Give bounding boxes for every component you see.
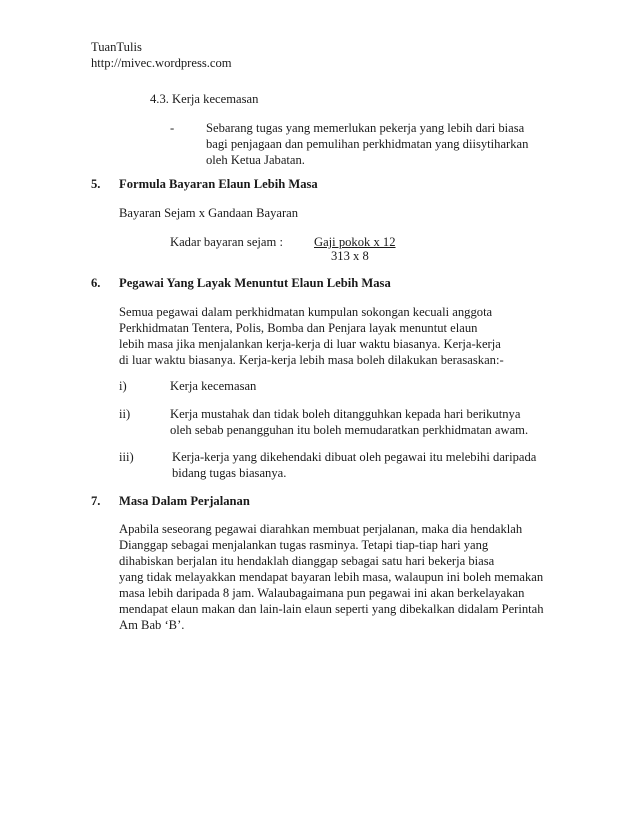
site-url: http://mivec.wordpress.com [91, 56, 232, 70]
formula-line: Bayaran Sejam x Gandaan Bayaran [119, 206, 299, 220]
paragraph-line: Dianggap sebagai menjalankan tugas rasminya. Tetapi tiap-tiap hari yang [119, 538, 489, 552]
paragraph-line: mendapat elaun makan dan lain-lain elaun seperti yang dibekalkan didalam Perintah [119, 602, 544, 616]
paragraph-line: Am Bab ‘B’. [119, 618, 185, 632]
section-title-5: Formula Bayaran Elaun Lebih Masa [119, 177, 318, 191]
paragraph-line: masa lebih daripada 8 jam. Walaubagaimana pun pegawai ini akan berkelayakan [119, 586, 525, 600]
paragraph-line: Perkhidmatan Tentera, Polis, Bomba dan Penjara layak menuntut elaun [119, 321, 478, 335]
section-number-6: 6. [91, 276, 101, 290]
section-number-7: 7. [91, 494, 101, 508]
subsection-heading-4-3: 4.3. Kerja kecemasan [150, 92, 259, 106]
list-item-label: iii) [119, 450, 134, 464]
bullet-dash: - [170, 121, 175, 135]
paragraph-line: Sebarang tugas yang memerlukan pekerja yang lebih dari biasa [206, 121, 525, 135]
formula-numerator: Gaji pokok x 12 [314, 235, 396, 249]
list-item-label: i) [119, 379, 127, 393]
formula-denominator: 313 x 8 [331, 249, 369, 263]
paragraph-line: Apabila seseorang pegawai diarahkan membuat perjalanan, maka dia hendaklah [119, 522, 523, 536]
list-item-text: Kerja mustahak dan tidak boleh ditangguhkan kepada hari berikutnya [170, 407, 521, 421]
paragraph-line: yang tidak melayakkan mendapat bayaran lebih masa, walaupun ini boleh memakan [119, 570, 544, 584]
rate-label: Kadar bayaran sejam : [170, 235, 283, 249]
paragraph-line: di luar waktu biasanya. Kerja-kerja lebih masa boleh dilakukan berasaskan:- [119, 353, 504, 367]
section-title-7: Masa Dalam Perjalanan [119, 494, 250, 508]
section-number-5: 5. [91, 177, 101, 191]
list-item-label: ii) [119, 407, 131, 421]
section-title-6: Pegawai Yang Layak Menuntut Elaun Lebih Masa [119, 276, 391, 290]
paragraph-line: dihabiskan berjalan itu hendaklah dianggap sebagai satu hari bekerja biasa [119, 554, 495, 568]
list-item-text: oleh sebab penangguhan itu boleh memudaratkan perkhidmatan awam. [170, 423, 529, 437]
paragraph-line: lebih masa jika menjalankan kerja-kerja di luar waktu biasanya. Kerja-kerja [119, 337, 501, 351]
list-item-text: bidang tugas biasanya. [172, 466, 287, 480]
list-item-text: Kerja-kerja yang dikehendaki dibuat oleh pegawai itu melebihi daripada [172, 450, 537, 464]
paragraph-line: Semua pegawai dalam perkhidmatan kumpulan sokongan kecuali anggota [119, 305, 493, 319]
list-item-text: Kerja kecemasan [170, 379, 257, 393]
site-name: TuanTulis [91, 40, 142, 54]
paragraph-line: bagi penjagaan dan pemulihan perkhidmatan yang diisytiharkan [206, 137, 529, 151]
paragraph-line: oleh Ketua Jabatan. [206, 153, 305, 167]
